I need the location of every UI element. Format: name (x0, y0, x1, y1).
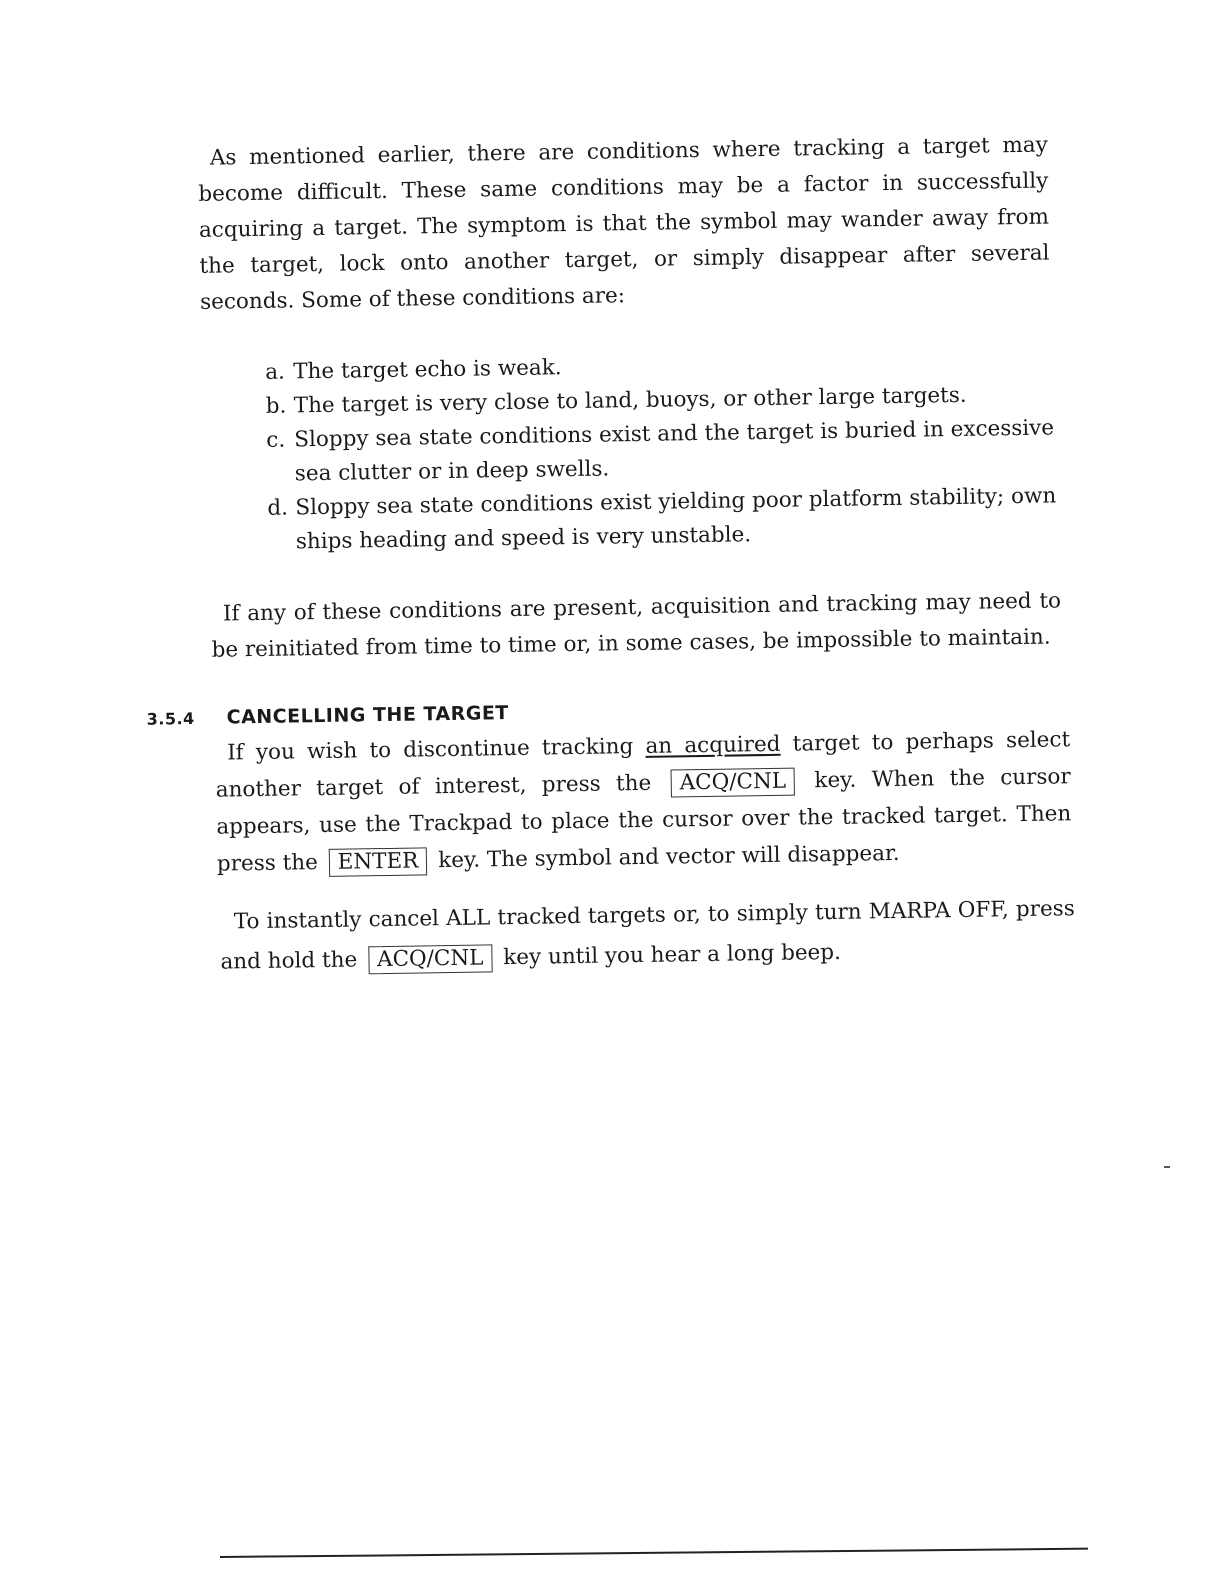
hold-text-1: To instantly cancel ALL tracked targets or, to simply turn MARPA OFF, press and hold the (220, 896, 1075, 975)
outro-paragraph: If any of these conditions are present, acquisition and tracking may need to be reinitiated from time to time or, in some cases, be impossible to maintain. (211, 588, 1062, 663)
acq-cnl-key-label: ACQ/CNL (670, 768, 795, 798)
acq-cnl-key-label: ACQ/CNL (368, 944, 493, 974)
cancel-text-2: target to perhaps select another target of interest, press the (215, 727, 1071, 803)
list-item-text: The target echo is weak. (293, 355, 562, 385)
section-number: 3.5.4 (146, 708, 195, 729)
list-marker: b. (265, 393, 287, 419)
list-item (267, 479, 1058, 559)
cancel-text-4: key. The symbol and vector will disappear. (438, 840, 900, 874)
hold-paragraph (220, 889, 1076, 982)
intro-paragraph: As mentioned earlier, there are conditions where tracking a target may become difficult. These same conditions may be a factor in successfully acquiring a target. The symptom is that the symbol may wander away from the target, lock onto another target, or simply disappear after several seconds. Some of these conditions are: (198, 132, 1050, 315)
scan-speck (1164, 1166, 1170, 1168)
cancel-text-1: If you wish to discontinue tracking (227, 733, 646, 766)
enter-key-label: ENTER (328, 847, 427, 877)
list-marker: d. (267, 495, 289, 521)
list-marker: a. (265, 359, 286, 385)
list-item-text: Sloppy sea state conditions exist and the target is buried in excessive sea clutter or in deep swells. (294, 415, 1055, 487)
section-title: CANCELLING THE TARGET (226, 702, 509, 729)
list-marker: c. (266, 427, 286, 453)
list-item-text: The target is very close to land, buoys, or other large targets. (293, 382, 967, 419)
cancel-paragraph (215, 721, 1072, 882)
section-heading (146, 702, 508, 730)
cancel-text-3: key. When the cursor appears, use the Trackpad to place the cursor over the tracked target. Then press the (216, 764, 1072, 877)
conditions-list (265, 343, 1058, 559)
list-item-text: Sloppy sea state conditions exist yielding poor platform stability; own ships heading and speed is very unstable. (295, 483, 1057, 555)
cancel-underlined-text: an acquired (645, 731, 781, 759)
list-item (266, 411, 1057, 491)
hold-text-2: key until you hear a long beep. (503, 939, 842, 971)
